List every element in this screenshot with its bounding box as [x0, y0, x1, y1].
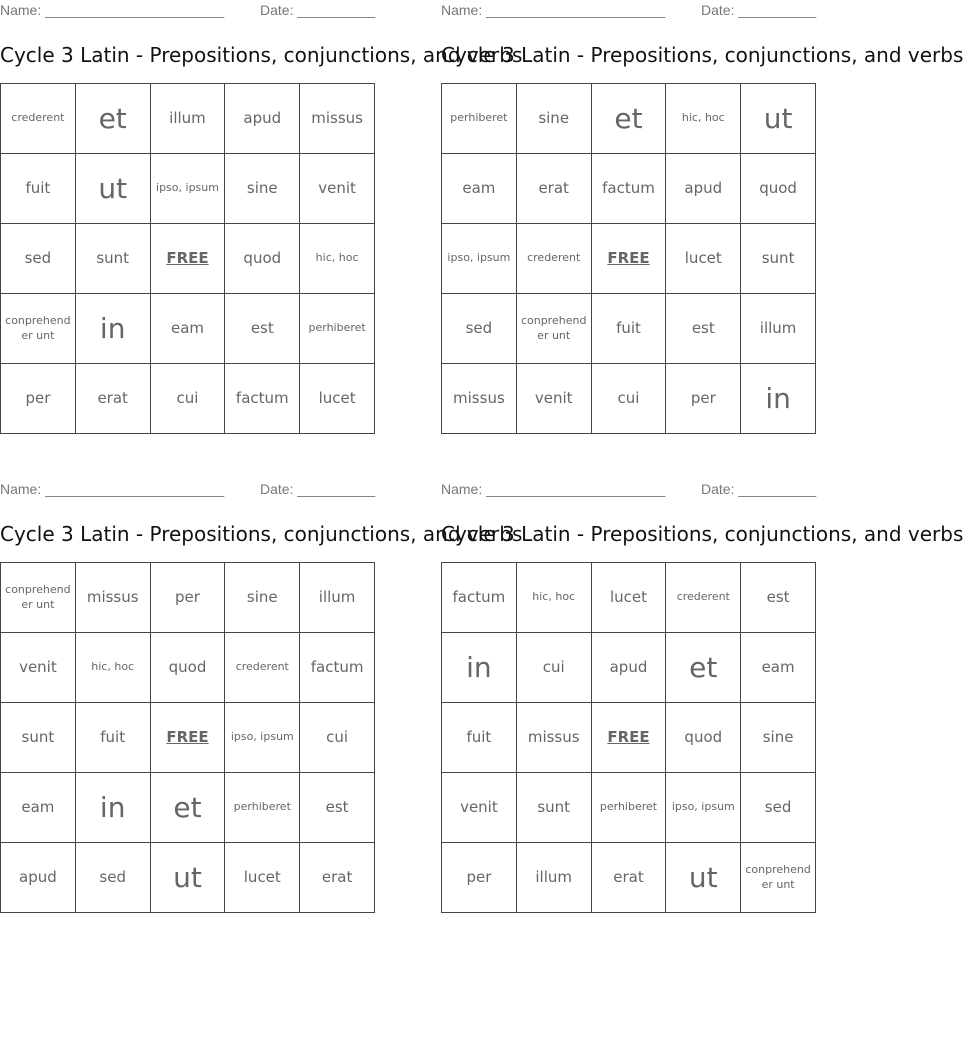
bingo-cell: hic, hoc	[76, 633, 151, 703]
bingo-cell: sine	[225, 563, 300, 633]
bingo-cell: factum	[442, 563, 517, 633]
bingo-grid	[441, 562, 816, 913]
name-field-label: Name: _______________________	[0, 2, 225, 18]
bingo-cell: per	[151, 563, 226, 633]
bingo-cell: perhiberet	[442, 84, 517, 154]
bingo-cell: ipso, ipsum	[225, 703, 300, 773]
name-field-label: Name: _______________________	[441, 2, 666, 18]
bingo-cell: conprehender unt	[1, 294, 76, 364]
bingo-cell: per	[442, 843, 517, 913]
bingo-cell: erat	[592, 843, 667, 913]
bingo-cell: est	[666, 294, 741, 364]
bingo-cell: sed	[442, 294, 517, 364]
bingo-cell: lucet	[592, 563, 667, 633]
bingo-cell: fuit	[76, 703, 151, 773]
bingo-cell: perhiberet	[592, 773, 667, 843]
bingo-cell: factum	[225, 364, 300, 434]
bingo-cell: venit	[517, 364, 592, 434]
bingo-cell: perhiberet	[300, 294, 375, 364]
bingo-cell: illum	[517, 843, 592, 913]
bingo-card-1	[0, 0, 523, 434]
bingo-cell: ut	[741, 84, 816, 154]
bingo-cell: missus	[300, 84, 375, 154]
bingo-cell: per	[1, 364, 76, 434]
bingo-cell: perhiberet	[225, 773, 300, 843]
bingo-cell: conprehender unt	[517, 294, 592, 364]
bingo-cell: ut	[151, 843, 226, 913]
bingo-cell: erat	[76, 364, 151, 434]
bingo-cell: sed	[1, 224, 76, 294]
name-field-label: Name: _______________________	[0, 481, 225, 497]
bingo-grid	[0, 562, 375, 913]
bingo-cell: et	[592, 84, 667, 154]
bingo-cell: ipso, ipsum	[151, 154, 226, 224]
bingo-grid	[441, 83, 816, 434]
bingo-cell: sed	[741, 773, 816, 843]
bingo-card-3	[0, 479, 523, 913]
bingo-cell: conprehender unt	[741, 843, 816, 913]
free-space-cell: FREE	[151, 224, 226, 294]
bingo-cell: crederent	[517, 224, 592, 294]
bingo-cell: sunt	[517, 773, 592, 843]
bingo-cell: cui	[151, 364, 226, 434]
bingo-cell: illum	[151, 84, 226, 154]
bingo-cell: quod	[741, 154, 816, 224]
bingo-cell: apud	[666, 154, 741, 224]
bingo-cell: illum	[741, 294, 816, 364]
date-field-label: Date: __________	[260, 481, 376, 497]
bingo-cell: venit	[1, 633, 76, 703]
bingo-cell: erat	[300, 843, 375, 913]
name-field-label: Name: _______________________	[441, 481, 666, 497]
bingo-cell: missus	[442, 364, 517, 434]
bingo-cell: hic, hoc	[666, 84, 741, 154]
bingo-cell: missus	[76, 563, 151, 633]
bingo-cell: est	[741, 563, 816, 633]
bingo-grid	[0, 83, 375, 434]
bingo-cell: est	[300, 773, 375, 843]
bingo-cell: ipso, ipsum	[442, 224, 517, 294]
name-date-row	[441, 479, 816, 501]
bingo-cell: in	[76, 773, 151, 843]
bingo-cell: lucet	[666, 224, 741, 294]
bingo-cell: ut	[76, 154, 151, 224]
bingo-cell: quod	[666, 703, 741, 773]
bingo-cell: eam	[442, 154, 517, 224]
bingo-cell: crederent	[666, 563, 741, 633]
bingo-cell: conprehender unt	[1, 563, 76, 633]
bingo-cell: crederent	[225, 633, 300, 703]
date-field-label: Date: __________	[260, 2, 376, 18]
bingo-cell: cui	[592, 364, 667, 434]
bingo-cell: hic, hoc	[300, 224, 375, 294]
bingo-card-4	[441, 479, 963, 913]
bingo-cell: cui	[300, 703, 375, 773]
bingo-cell: sunt	[76, 224, 151, 294]
bingo-cell: fuit	[592, 294, 667, 364]
card-title: Cycle 3 Latin - Prepositions, conjunctions, and verbs	[441, 43, 963, 67]
name-date-row	[0, 479, 375, 501]
bingo-cell: apud	[592, 633, 667, 703]
name-date-row	[441, 0, 816, 22]
bingo-cell: in	[442, 633, 517, 703]
bingo-cell: crederent	[1, 84, 76, 154]
bingo-cell: in	[76, 294, 151, 364]
card-title: Cycle 3 Latin - Prepositions, conjunctions, and verbs	[0, 43, 523, 67]
bingo-cell: sunt	[741, 224, 816, 294]
card-title: Cycle 3 Latin - Prepositions, conjunctions, and verbs	[441, 522, 963, 546]
bingo-cell: et	[76, 84, 151, 154]
free-space-cell: FREE	[151, 703, 226, 773]
bingo-card-2	[441, 0, 963, 434]
free-space-cell: FREE	[592, 224, 667, 294]
name-date-row	[0, 0, 375, 22]
bingo-cell: in	[741, 364, 816, 434]
bingo-cell: eam	[741, 633, 816, 703]
bingo-cell: erat	[517, 154, 592, 224]
bingo-cell: factum	[592, 154, 667, 224]
bingo-cell: fuit	[1, 154, 76, 224]
bingo-cell: per	[666, 364, 741, 434]
free-space-cell: FREE	[592, 703, 667, 773]
bingo-cell: quod	[225, 224, 300, 294]
bingo-cell: fuit	[442, 703, 517, 773]
bingo-cell: missus	[517, 703, 592, 773]
bingo-cell: et	[151, 773, 226, 843]
date-field-label: Date: __________	[701, 481, 817, 497]
bingo-cell: cui	[517, 633, 592, 703]
bingo-cell: eam	[151, 294, 226, 364]
bingo-cell: venit	[300, 154, 375, 224]
bingo-cell: apud	[225, 84, 300, 154]
date-field-label: Date: __________	[701, 2, 817, 18]
bingo-cell: sine	[225, 154, 300, 224]
bingo-cell: apud	[1, 843, 76, 913]
bingo-cell: sed	[76, 843, 151, 913]
bingo-cell: sine	[741, 703, 816, 773]
bingo-cell: ut	[666, 843, 741, 913]
bingo-cell: hic, hoc	[517, 563, 592, 633]
bingo-cell: lucet	[225, 843, 300, 913]
bingo-cell: sine	[517, 84, 592, 154]
card-title: Cycle 3 Latin - Prepositions, conjunctions, and verbs	[0, 522, 523, 546]
bingo-cell: factum	[300, 633, 375, 703]
bingo-cell: et	[666, 633, 741, 703]
bingo-cell: quod	[151, 633, 226, 703]
bingo-cell: venit	[442, 773, 517, 843]
bingo-cell: illum	[300, 563, 375, 633]
bingo-cell: lucet	[300, 364, 375, 434]
bingo-cell: eam	[1, 773, 76, 843]
bingo-cell: sunt	[1, 703, 76, 773]
bingo-cell: ipso, ipsum	[666, 773, 741, 843]
bingo-cell: est	[225, 294, 300, 364]
